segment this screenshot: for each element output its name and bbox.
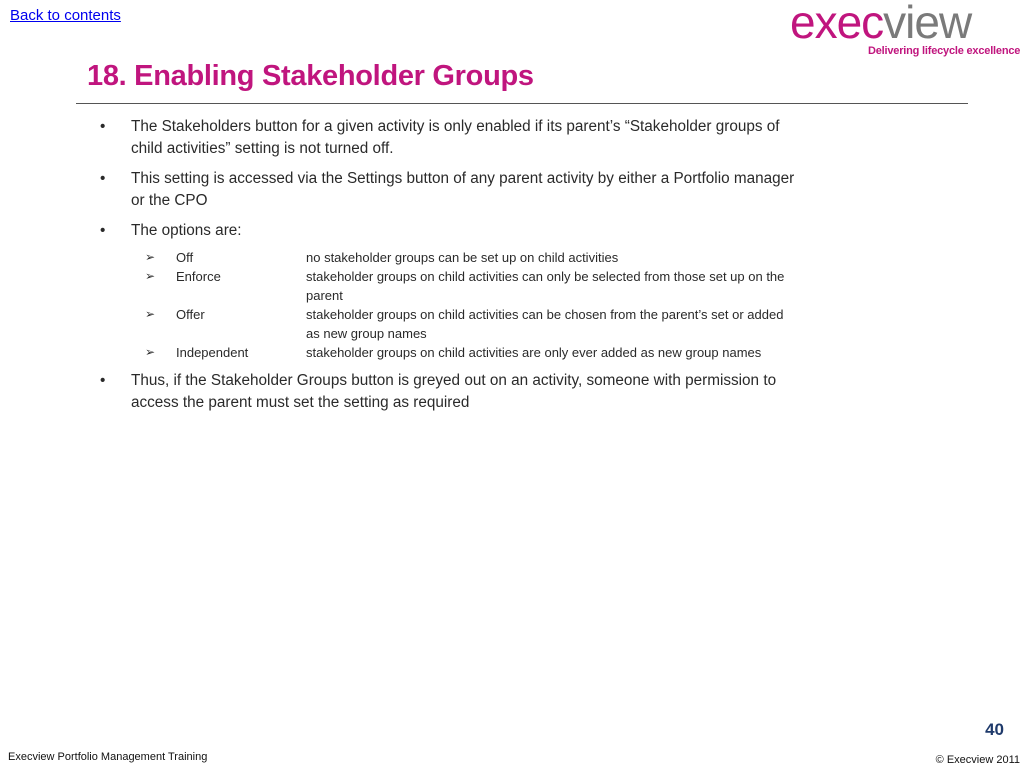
- option-item-off: [145, 248, 800, 267]
- back-to-contents-link[interactable]: Back to contents: [10, 7, 121, 24]
- footer-copyright: © Execview 2011: [935, 754, 1020, 766]
- bullet-dot: •: [100, 222, 106, 239]
- logo-exec-text: exec: [790, 0, 884, 48]
- option-name: Offer: [176, 307, 205, 322]
- footer-course-title: Execview Portfolio Management Training: [8, 751, 208, 763]
- bullet-dot: •: [100, 118, 106, 135]
- option-name: Independent: [176, 345, 249, 360]
- option-item-enforce: [145, 267, 800, 305]
- arrow-bullet-icon: ➢: [145, 250, 156, 264]
- arrow-bullet-icon: ➢: [145, 345, 156, 359]
- bullet-text: Thus, if the Stakeholder Groups button is greyed out on an activity, someone with permission to access the parent must set the setting as required: [131, 372, 777, 411]
- options-list: [145, 248, 800, 362]
- bullet-text: The options are:: [131, 222, 242, 239]
- logo-tagline: Delivering lifecycle excellence: [868, 45, 1021, 57]
- bullet-dot: •: [100, 372, 106, 389]
- slide-body: [100, 116, 800, 422]
- logo-wordmark: [790, 0, 971, 50]
- slide-title: 18. Enabling Stakeholder Groups: [87, 60, 534, 92]
- page-number: 40: [985, 720, 1004, 739]
- arrow-bullet-icon: ➢: [145, 307, 156, 321]
- title-divider: [76, 103, 968, 104]
- option-name: Enforce: [176, 269, 221, 284]
- bullet-text: The Stakeholders button for a given activity is only enabled if its parent’s “Stakeholder groups of child activities” setting is not turned off.: [131, 118, 780, 157]
- option-description: stakeholder groups on child activities can be chosen from the parent’s set or added as new group names: [306, 307, 784, 341]
- bullet-item: [100, 116, 800, 160]
- execview-logo: [790, 0, 1020, 62]
- option-description: stakeholder groups on child activities are only ever added as new group names: [306, 345, 762, 360]
- option-description: stakeholder groups on child activities can only be selected from those set up on the parent: [306, 269, 785, 303]
- bullet-dot: •: [100, 170, 106, 187]
- logo-view-text: view: [883, 0, 972, 48]
- option-description: no stakeholder groups can be set up on child activities: [306, 250, 619, 265]
- arrow-bullet-icon: ➢: [145, 269, 156, 283]
- option-name: Off: [176, 250, 194, 265]
- bullet-item: [100, 370, 800, 414]
- option-item-offer: [145, 305, 800, 343]
- bullet-text: This setting is accessed via the Settings button of any parent activity by either a Portfolio manager or the CPO: [131, 170, 795, 209]
- bullet-item: [100, 168, 800, 212]
- bullet-item: [100, 220, 800, 242]
- option-item-independent: [145, 343, 800, 362]
